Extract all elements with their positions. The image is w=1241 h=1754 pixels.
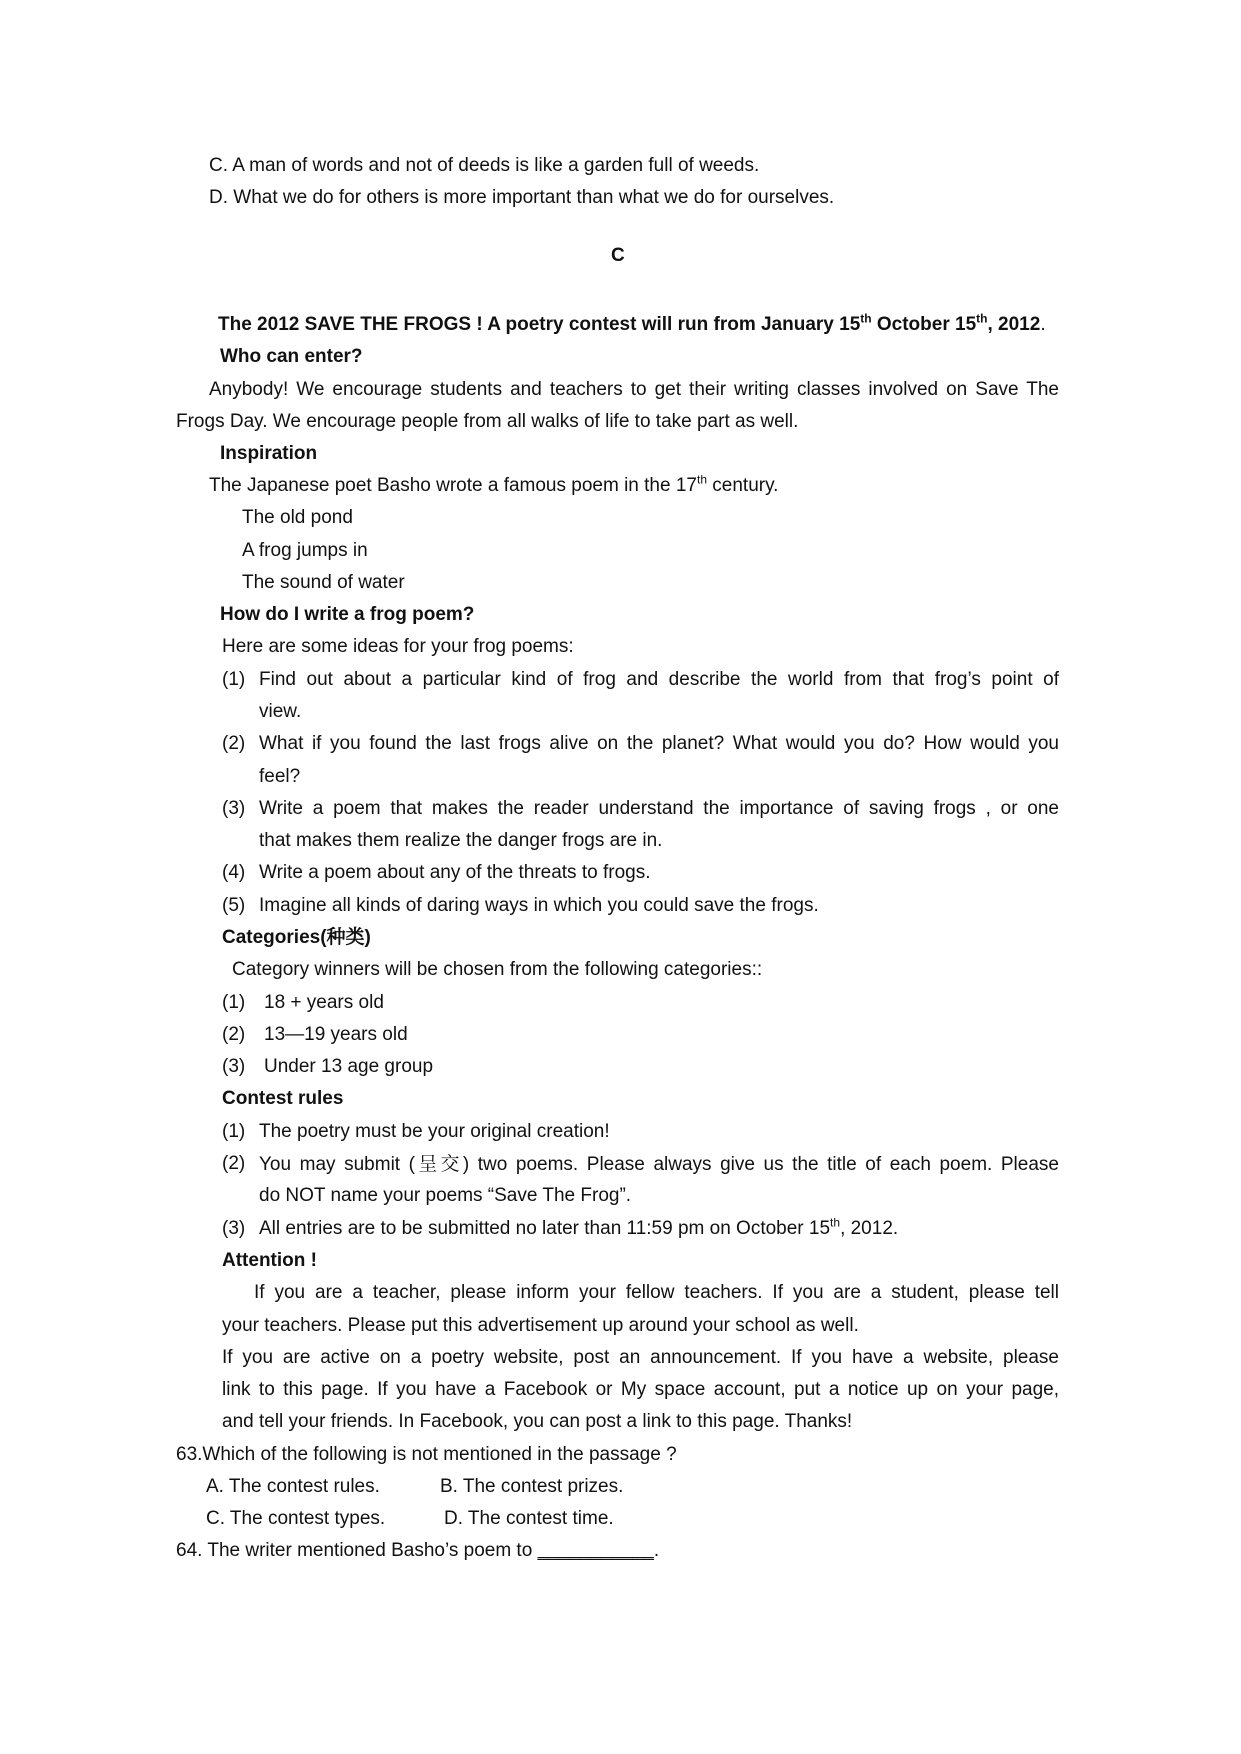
- question-64: [176, 1538, 659, 1564]
- inspiration-intro: [209, 473, 778, 499]
- rule-2-line-2: do NOT name your poems “Save The Frog”.: [259, 1185, 632, 1206]
- question-64-text: 64. The writer mentioned Basho’s poem to: [176, 1540, 538, 1561]
- rule-1-text: The poetry must be your original creation!: [259, 1121, 610, 1142]
- who-can-enter-line-2: Frogs Day. We encourage people from all walks of life to take part as well.: [176, 411, 799, 432]
- categories-heading-text: Categories(: [222, 927, 327, 948]
- categories-heading-cjk: 种类: [326, 927, 365, 948]
- poem-line-1: The old pond: [242, 507, 353, 528]
- attention-p1-line-2: your teachers. Please put this advertisement up around your school as well.: [222, 1315, 859, 1336]
- question-64-blank: ___________: [537, 1540, 654, 1561]
- idea-1-number: (1): [222, 669, 246, 690]
- rule-3-number: (3): [222, 1218, 246, 1239]
- option-d-previous: D. What we do for others is more important than what we do for ourselves.: [209, 187, 835, 208]
- category-1-number: (1): [222, 992, 246, 1013]
- inspiration-intro-sup: th: [696, 472, 707, 487]
- headline-sup-1: th: [860, 311, 872, 326]
- attention-p2-line-2: link to this page. If you have a Facebook or My space account, put a notice up on your page,: [222, 1379, 1059, 1400]
- passage-headline: [218, 312, 1046, 338]
- categories-intro: Category winners will be chosen from the following categories::: [232, 959, 763, 980]
- rule-3-text: [259, 1216, 898, 1242]
- idea-3-line-1: Write a poem that makes the reader understand the importance of saving frogs , or one: [259, 798, 1059, 819]
- idea-2-line-2: feel?: [259, 766, 301, 787]
- option-c-previous: C. A man of words and not of deeds is like a garden full of weeds.: [209, 155, 760, 176]
- poem-line-3: The sound of water: [242, 572, 405, 593]
- category-2-number: (2): [222, 1024, 246, 1045]
- headline-sup-2: th: [976, 311, 988, 326]
- question-64-end: .: [653, 1540, 660, 1561]
- rule-2-line-1: [259, 1151, 1059, 1178]
- category-2-text: 13—19 years old: [264, 1024, 408, 1045]
- q63-option-c: C. The contest types.: [206, 1508, 386, 1529]
- idea-4-text: Write a poem about any of the threats to frogs.: [259, 862, 651, 883]
- headline-part-3: , 2012: [987, 314, 1041, 335]
- headline-end: .: [1040, 314, 1046, 335]
- rule-3-text-a: All entries are to be submitted no later than 11:59 pm on October 15: [259, 1218, 831, 1239]
- q63-option-d: D. The contest time.: [444, 1508, 614, 1529]
- headline-part-1: The 2012 SAVE THE FROGS ! A poetry contest will run from January 15: [218, 314, 861, 335]
- rule-2-text-b: ) two poems. Please always give us the title of each poem. Please: [462, 1154, 1059, 1175]
- howto-heading: How do I write a frog poem?: [220, 604, 475, 625]
- headline-part-2: October 15: [871, 314, 977, 335]
- attention-heading: Attention !: [222, 1250, 317, 1271]
- rule-3-text-b: , 2012.: [840, 1218, 899, 1239]
- inspiration-heading: Inspiration: [220, 443, 318, 464]
- idea-2-number: (2): [222, 733, 246, 754]
- category-3-number: (3): [222, 1056, 246, 1077]
- idea-1-line-2: view.: [259, 701, 302, 722]
- rule-3-sup: th: [830, 1215, 841, 1230]
- idea-4-number: (4): [222, 862, 246, 883]
- category-1-text: 18 + years old: [264, 992, 384, 1013]
- section-letter: C: [611, 245, 625, 266]
- question-63: 63.Which of the following is not mentioned in the passage ?: [176, 1444, 677, 1465]
- categories-heading-end: ): [364, 927, 371, 948]
- categories-heading: [222, 925, 371, 951]
- rule-1-number: (1): [222, 1121, 246, 1142]
- poem-line-2: A frog jumps in: [242, 540, 368, 561]
- howto-intro: Here are some ideas for your frog poems:: [222, 636, 574, 657]
- category-3-text: Under 13 age group: [264, 1056, 434, 1077]
- idea-2-line-1: What if you found the last frogs alive on the planet? What would you do? How would you: [259, 733, 1059, 754]
- rule-2-text-a: You may submit (: [259, 1154, 415, 1175]
- who-can-enter-line-1: Anybody! We encourage students and teachers to get their writing classes involved on Save The: [209, 379, 1059, 400]
- rule-2-cjk: 呈交: [414, 1153, 463, 1175]
- rule-2-number: (2): [222, 1153, 246, 1174]
- attention-p2-line-1: If you are active on a poetry website, post an announcement. If you have a website, please: [222, 1347, 1059, 1368]
- q63-option-b: B. The contest prizes.: [440, 1476, 624, 1497]
- who-can-enter-heading: Who can enter?: [220, 346, 363, 367]
- idea-5-number: (5): [222, 895, 246, 916]
- idea-5-text: Imagine all kinds of daring ways in which you could save the frogs.: [259, 895, 819, 916]
- attention-p2-line-3: and tell your friends. In Facebook, you can post a link to this page. Thanks!: [222, 1411, 853, 1432]
- inspiration-intro-b: century.: [707, 475, 779, 496]
- idea-3-line-2: that makes them realize the danger frogs are in.: [259, 830, 663, 851]
- idea-1-line-1: Find out about a particular kind of frog and describe the world from that frog’s point of: [259, 669, 1059, 690]
- q63-option-a: A. The contest rules.: [206, 1476, 380, 1497]
- idea-3-number: (3): [222, 798, 246, 819]
- inspiration-intro-a: The Japanese poet Basho wrote a famous poem in the 17: [209, 475, 697, 496]
- rules-heading: Contest rules: [222, 1088, 344, 1109]
- attention-p1-line-1: If you are a teacher, please inform your fellow teachers. If you are a student, please tell: [254, 1282, 1059, 1303]
